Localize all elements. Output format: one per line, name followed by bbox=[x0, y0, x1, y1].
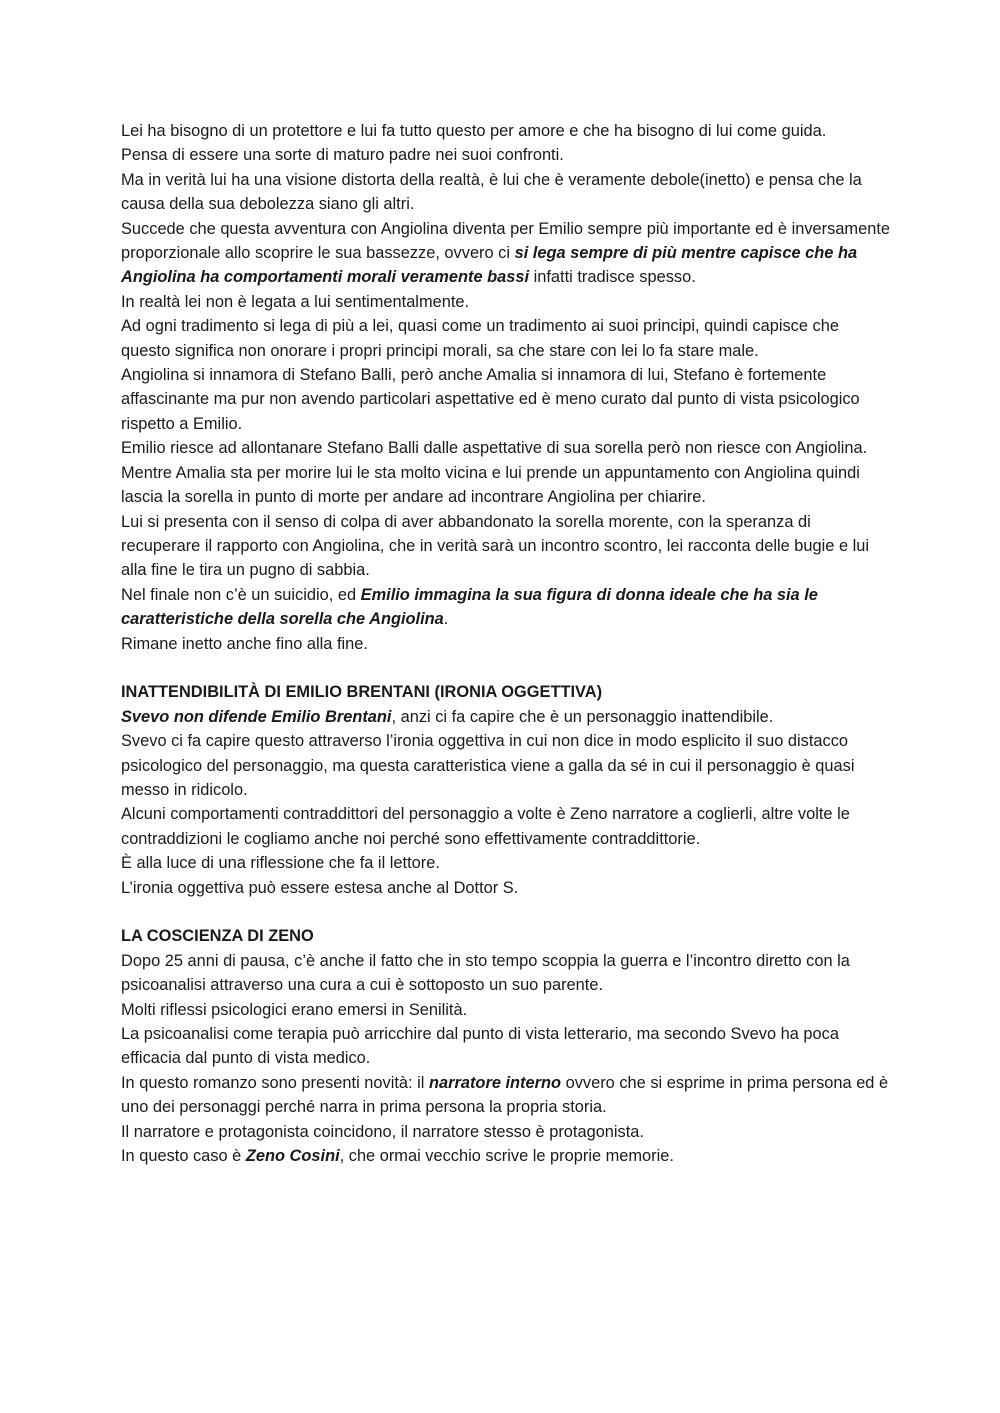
text-run: infatti tradisce spesso. bbox=[529, 268, 696, 287]
paragraph: Alcuni comportamenti contraddittori del personaggio a volte è Zeno narratore a coglierli, altre volte le contraddizioni le cogliamo anche noi perché sono effettivamente contraddittorie. bbox=[121, 805, 850, 848]
text-run: , anzi ci fa capire che è un personaggio inattendibile. bbox=[391, 707, 774, 726]
text-run: . bbox=[443, 610, 449, 629]
paragraph bbox=[121, 705, 890, 729]
emphasis-text: Emilio immagina la sua figura di donna ideale che ha sia le caratteristiche della sorella che Angiolina bbox=[121, 585, 818, 629]
text-run: In questo caso è bbox=[121, 1147, 246, 1166]
text-run: Succede che questa avventura con Angiolina diventa per Emilio sempre più importante ed è inversamente proporzionale allo scoprire le sua bassezze, ovvero ci bbox=[121, 219, 890, 263]
paragraph: Svevo ci fa capire questo attraverso l’ironia oggettiva in cui non dice in modo esplicito il suo distacco psicologico del personaggio, ma questa caratteristica viene a galla da sé in cui il personaggio è quasi messo in ridicolo. bbox=[121, 732, 855, 799]
paragraph: La psicoanalisi come terapia può arricchire dal punto di vista letterario, ma secondo Svevo ha poca efficacia dal punto di vista medico. bbox=[121, 1025, 839, 1068]
paragraph: Mentre Amalia sta per morire lui le sta molto vicina e lui prende un appuntamento con Angiolina quindi lascia la sorella in punto di morte per andare ad incontrare Angiolina per chiarire. bbox=[121, 463, 860, 507]
paragraph: È alla luce di una riflessione che fa il lettore. bbox=[121, 854, 440, 873]
paragraph bbox=[121, 1144, 890, 1168]
text-run: ovvero che si esprime in prima persona ed è uno dei personaggi perché narra in prima persona la propria storia. bbox=[121, 1073, 889, 1117]
paragraph: Ad ogni tradimento si lega di più a lei, quasi come un tradimento ai suoi principi, quindi capisce che questo significa non onorare i propri principi morali, sa che stare con lei lo fa stare male. bbox=[121, 317, 839, 360]
paragraph: Ma in verità lui ha una visione distorta della realtà, è lui che è veramente debole(inetto) e pensa che la causa della sua debolezza siano gli altri. bbox=[121, 170, 862, 214]
text-run: In questo romanzo sono presenti novità: il bbox=[121, 1073, 429, 1092]
paragraph: Lei ha bisogno di un protettore e lui fa tutto questo per amore e che ha bisogno di lui come guida. bbox=[121, 122, 827, 140]
paragraph: Il narratore e protagonista coincidono, il narratore stesso è protagonista. bbox=[121, 1122, 644, 1141]
paragraph: Pensa di essere una sorte di maturo padre nei suoi confronti. bbox=[121, 146, 564, 165]
paragraph: Lui si presenta con il senso di colpa di aver abbandonato la sorella morente, con la speranza di recuperare il rapporto con Angiolina, che in verità sarà un incontro scontro, lei racconta delle bugie e lui alla fine le tira un pugno di sabbia. bbox=[121, 512, 870, 580]
paragraph: Emilio riesce ad allontanare Stefano Balli dalle aspettative di sua sorella però non riesce con Angiolina. bbox=[121, 439, 868, 458]
paragraph: Molti riflessi psicologici erano emersi in Senilità. bbox=[121, 1000, 468, 1019]
paragraph: Dopo 25 anni di pausa, c’è anche il fatto che in sto tempo scoppia la guerra e l’incontro diretto con la psicoanalisi attraverso una cura a cui è sottoposto un suo parente. bbox=[121, 951, 850, 995]
text-run: , che ormai vecchio scrive le proprie memorie. bbox=[339, 1147, 674, 1166]
emphasis-text: Zeno Cosini bbox=[245, 1147, 340, 1166]
emphasis-text: narratore interno bbox=[428, 1073, 562, 1092]
section-heading: LA COSCIENZA DI ZENO bbox=[121, 927, 314, 946]
paragraph: Rimane inetto anche fino alla fine. bbox=[121, 634, 368, 653]
paragraph bbox=[121, 583, 890, 632]
emphasis-text: si lega sempre di più mentre capisce che ha Angiolina ha comportamenti morali veramente bassi bbox=[121, 244, 858, 287]
section-heading: INATTENDIBILITÀ DI EMILIO BRENTANI (IRONIA OGGETTIVA) bbox=[121, 683, 603, 702]
paragraph: L’ironia oggettiva può essere estesa anche al Dottor S. bbox=[121, 878, 519, 897]
emphasis-text: Svevo non difende Emilio Brentani bbox=[121, 707, 392, 726]
paragraph bbox=[121, 1071, 890, 1120]
paragraph bbox=[121, 217, 890, 290]
text-run: Nel finale non c’è un suicidio, ed bbox=[121, 585, 361, 604]
paragraph: In realtà lei non è legata a lui sentimentalmente. bbox=[121, 292, 470, 311]
paragraph: Angiolina si innamora di Stefano Balli, però anche Amalia si innamora di lui, Stefano è fortemente affascinante ma pur non avendo particolari aspettative ed è meno curato dal punto di vista psicologico rispetto a Emilio. bbox=[121, 366, 860, 433]
